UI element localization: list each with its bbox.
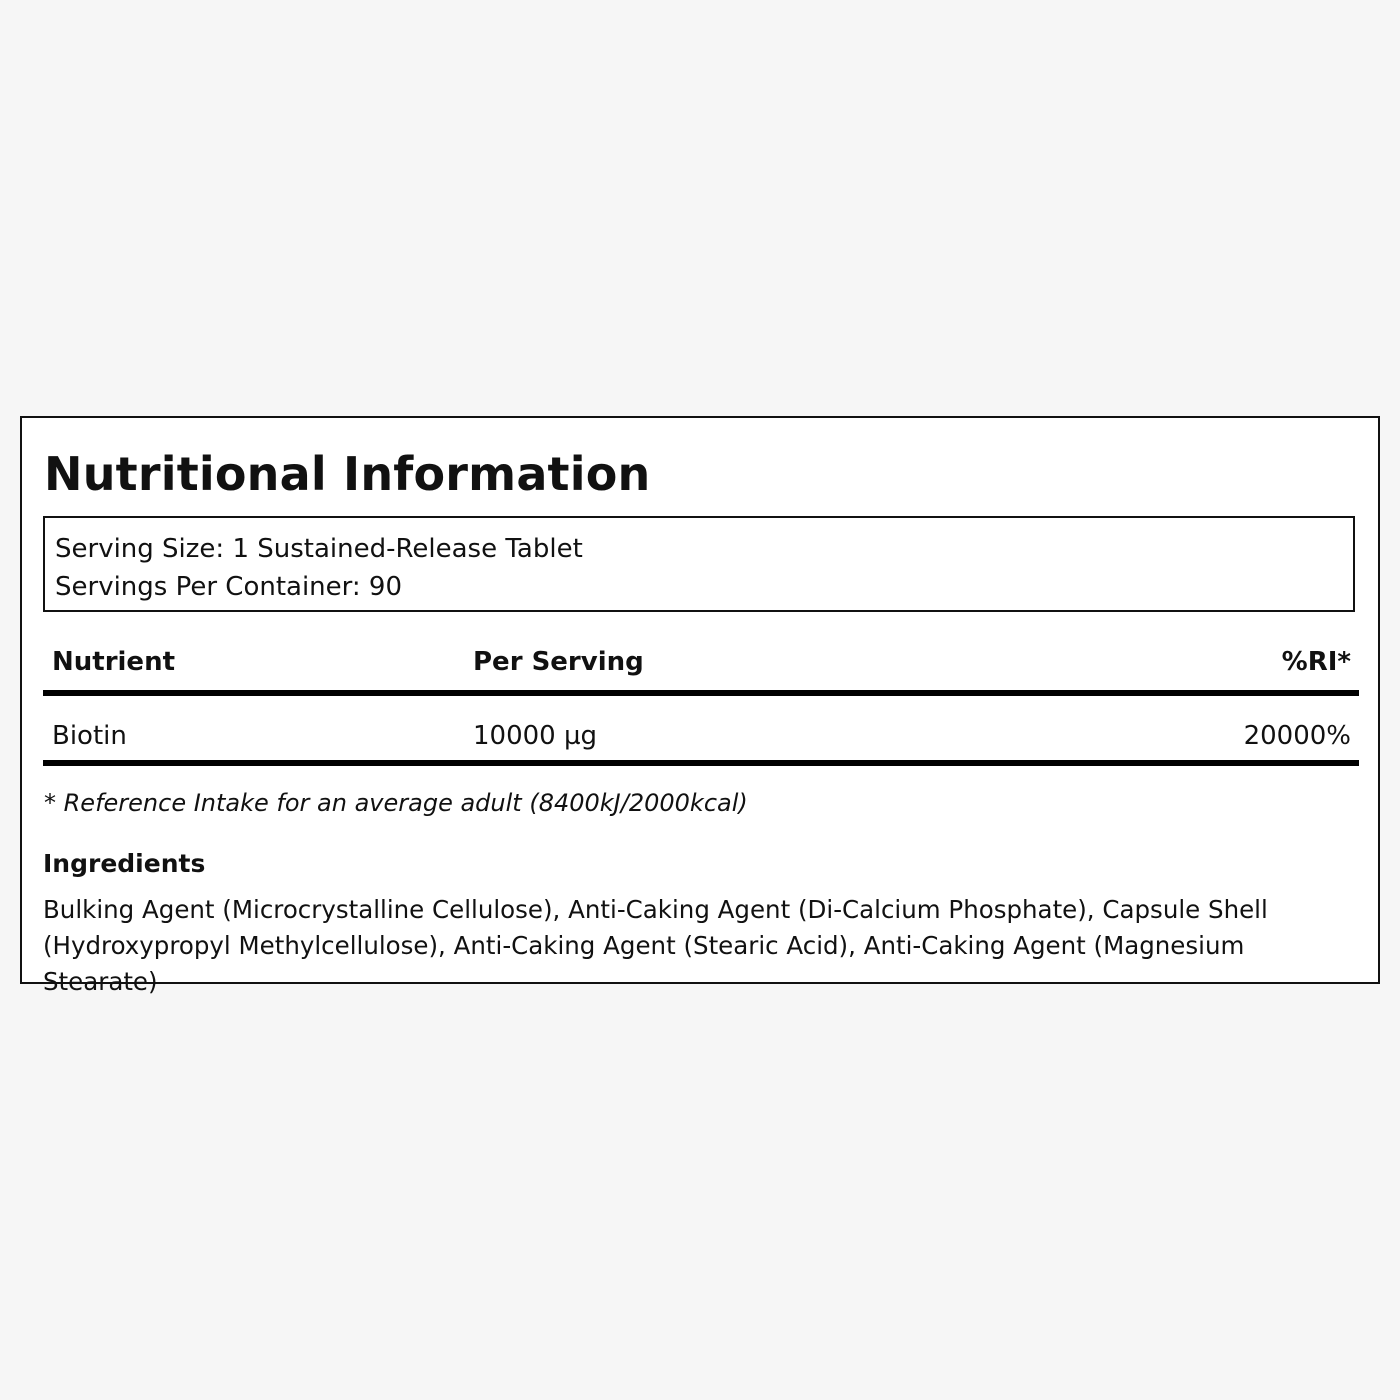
servings-per-container: Servings Per Container: 90 [55,572,403,602]
header-nutrient: Nutrient [52,647,176,677]
nutrient-amount: 10000 µg [473,721,598,751]
ingredients-list: Bulking Agent (Microcrystalline Cellulose), Anti-Caking Agent (Di-Calcium Phosphate), Capsule Shell (Hydroxypropyl Methylcellulose), Anti-Caking Agent (Stearic Acid), Anti-Caking Agent (Magnesium Stearate) [43,895,1268,996]
header-ri: %RI* [1281,647,1351,677]
table-header-row [43,640,1359,690]
header-per-serving: Per Serving [473,647,644,677]
ingredients-heading: Ingredients [43,849,206,878]
table-row [43,696,1359,760]
serving-size: Serving Size: 1 Sustained-Release Tablet [55,534,583,564]
nutrient-ri: 20000% [1243,721,1351,751]
serving-info-box [43,516,1355,612]
nutrition-label-panel [20,416,1380,996]
table-bottom-divider [43,760,1359,766]
nutrient-name: Biotin [52,721,127,751]
nutrient-table [43,640,1359,766]
label-title: Nutritional Information [44,447,651,501]
ri-footnote: * Reference Intake for an average adult (8400kJ/2000kcal) [44,789,748,817]
